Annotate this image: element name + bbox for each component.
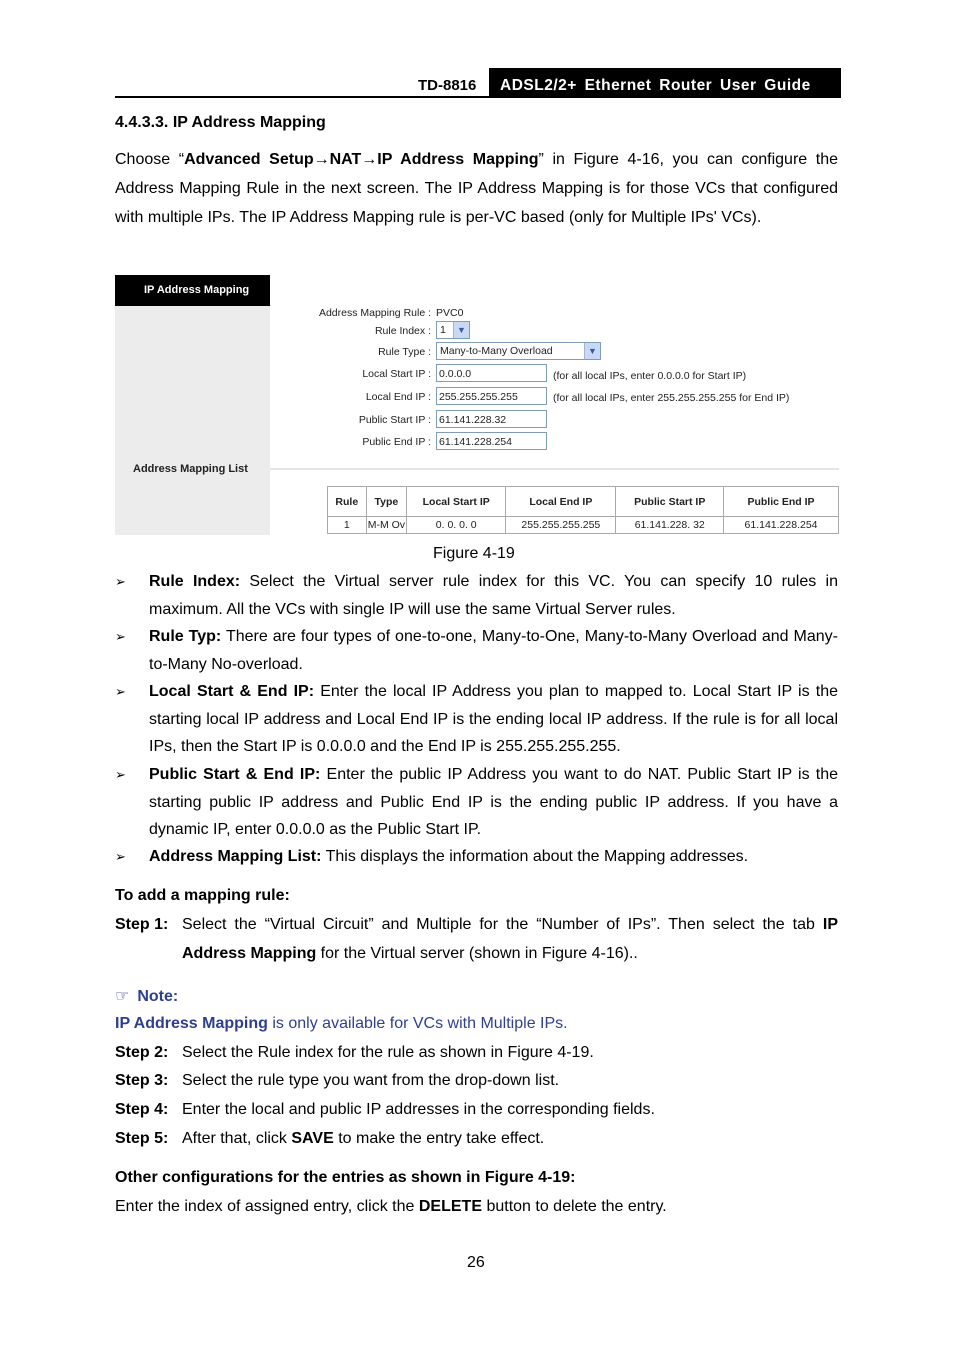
- header-title: ADSL2/2+ Ethernet Router User Guide: [500, 77, 811, 94]
- step-label: Step 5:: [115, 1130, 169, 1147]
- tab-ip-address-mapping[interactable]: IP Address Mapping: [115, 275, 270, 306]
- rule-index-value: 1: [440, 324, 446, 336]
- note-text: [115, 1015, 568, 1033]
- screenshot-sidebar: [115, 275, 270, 535]
- step-text: Select the “Virtual Circuit” and Multiple for the “Number of IPs”. Then select the tab: [182, 916, 823, 933]
- chevron-down-icon[interactable]: ▼: [584, 343, 600, 359]
- note-bold: IP Address Mapping: [115, 1015, 268, 1032]
- cell-type: M-M Ov: [366, 517, 407, 534]
- public-end-ip-input[interactable]: 61.141.228.254: [436, 432, 547, 450]
- arrow-bullet-icon: ➢: [115, 629, 126, 644]
- public-start-ip-input[interactable]: 61.141.228.32: [436, 410, 547, 428]
- bullet-rule-index: [115, 568, 838, 623]
- header-rule: [115, 96, 489, 98]
- table-row: [328, 517, 839, 534]
- step-label: Step 1:: [115, 916, 169, 933]
- step-3: [115, 1066, 838, 1095]
- col-public-start-ip: Public Start IP: [616, 487, 724, 517]
- table-header-row: [328, 487, 839, 517]
- pointing-hand-icon: ☞: [115, 988, 130, 1005]
- bullet-text: There are four types of one-to-one, Many-to-One, Many-to-Many Overload and Many-to-Many No-overload.: [149, 628, 839, 673]
- intro-text-1: Choose “: [115, 151, 185, 168]
- local-end-ip-input[interactable]: 255.255.255.255: [436, 387, 547, 405]
- step-text: Select the rule type you want from the drop-down list.: [182, 1072, 560, 1089]
- cell-rule: 1: [328, 517, 367, 534]
- intro-menu-path: Advanced Setup→NAT→IP Address Mapping: [184, 151, 539, 168]
- header-model: TD-8816: [418, 77, 477, 94]
- note-body: is only available for VCs with Multiple IPs.: [267, 1015, 568, 1032]
- col-local-start-ip: Local Start IP: [407, 487, 506, 517]
- bullet-local-ip: [115, 678, 838, 761]
- bullet-text: Enter the local IP Address you plan to mapped to. Local Start IP is the starting local IP address and Local End IP is the ending local IP address. If the rule is for all local IPs, then the Start IP is 0.0.0.0 and the End IP is 255.255.255.255.: [149, 683, 838, 755]
- step-1: [115, 910, 838, 968]
- step-text: Enter the local and public IP addresses in the corresponding fields.: [182, 1101, 655, 1118]
- col-public-end-ip: Public End IP: [724, 487, 839, 517]
- page-number: 26: [467, 1254, 485, 1271]
- mapping-rule-label: Address Mapping Rule :: [318, 307, 431, 319]
- ip-address-mapping-screenshot: [115, 275, 839, 535]
- cell-local-start-ip: 0. 0. 0. 0: [407, 517, 506, 534]
- note-heading: [115, 986, 178, 1006]
- step-text: Select the Rule index for the rule as shown in Figure 4-19.: [182, 1044, 594, 1061]
- section-divider: [270, 468, 839, 470]
- cell-public-end-ip: 61.141.228.254: [724, 517, 839, 534]
- bullet-term: Address Mapping List:: [149, 848, 322, 865]
- step-label: Step 3:: [115, 1072, 169, 1089]
- bullet-rule-type: [115, 623, 838, 678]
- other-config-text: [115, 1198, 667, 1216]
- bullet-text: Select the Virtual server rule index for this VC. You can specify 10 rules in maximum. All the VCs with single IP will use the same Virtual Server rules.: [149, 573, 839, 618]
- bullet-text: Enter the public IP Address you want to do NAT. Public Start IP is the starting public IP address and Public End IP is the ending public IP address. If you have a dynamic IP, enter 0.0.0.0 as the Public Start IP.: [149, 766, 838, 838]
- step-text-2: for the Virtual server (shown in Figure 4-16)..: [316, 945, 638, 962]
- bullet-term: Public Start & End IP:: [149, 766, 321, 783]
- rule-index-label: Rule Index :: [374, 325, 431, 337]
- address-mapping-table: [327, 486, 839, 534]
- local-end-ip-label: Local End IP :: [365, 391, 431, 403]
- bullet-term: Local Start & End IP:: [149, 683, 315, 700]
- local-start-ip-hint: (for all local IPs, enter 0.0.0.0 for Start IP): [553, 370, 747, 382]
- other-text-1: Enter the index of assigned entry, click the: [115, 1198, 419, 1215]
- intro-text-2: ” in Figure 4-16, you can configure the Address Mapping Rule in the next screen. The IP Address Mapping is for those VCs that configured with multiple IPs. The IP Address Mapping rule is per-VC based (only for Multiple IPs' VCs).: [115, 151, 839, 226]
- cell-local-end-ip: 255.255.255.255: [506, 517, 616, 534]
- figure-caption: Figure 4-19: [433, 545, 515, 562]
- step-label: Step 4:: [115, 1101, 169, 1118]
- arrow-bullet-icon: ➢: [115, 574, 126, 589]
- step-label: Step 2:: [115, 1044, 169, 1061]
- local-start-ip-input[interactable]: 0.0.0.0: [436, 364, 547, 382]
- other-config-heading: Other configurations for the entries as shown in Figure 4-19:: [115, 1169, 576, 1186]
- other-bold: DELETE: [418, 1198, 482, 1215]
- step-text-2: to make the entry take effect.: [333, 1130, 545, 1147]
- section-title: 4.4.3.3. IP Address Mapping: [115, 114, 326, 131]
- public-end-ip-label: Public End IP :: [362, 436, 431, 448]
- arrow-bullet-icon: ➢: [115, 849, 126, 864]
- address-mapping-list-label: Address Mapping List: [133, 463, 248, 475]
- step-bold: SAVE: [291, 1130, 334, 1147]
- step-bold: IP Address Mapping: [182, 916, 838, 962]
- public-start-ip-label: Public Start IP :: [358, 414, 431, 426]
- bullet-term: Rule Index:: [149, 573, 241, 590]
- chevron-down-icon[interactable]: ▼: [453, 322, 469, 338]
- col-type: Type: [366, 487, 407, 517]
- other-text-2: button to delete the entry.: [482, 1198, 667, 1215]
- step-5: [115, 1124, 838, 1153]
- bullet-text: This displays the information about the Mapping addresses.: [321, 848, 749, 865]
- note-label: Note:: [137, 988, 179, 1005]
- intro-paragraph: [115, 145, 838, 232]
- local-end-ip-hint: (for all local IPs, enter 255.255.255.255 for End IP): [553, 392, 790, 404]
- col-local-end-ip: Local End IP: [506, 487, 616, 517]
- mapping-rule-value: PVC0: [436, 307, 464, 319]
- bullet-mapping-list: [115, 843, 838, 871]
- bullet-term: Rule Typ:: [149, 628, 222, 645]
- step-text: After that, click: [182, 1130, 292, 1147]
- rule-type-label: Rule Type :: [378, 346, 431, 358]
- step-2: [115, 1038, 838, 1067]
- arrow-bullet-icon: ➢: [115, 684, 126, 699]
- rule-type-value: Many-to-Many Overload: [440, 345, 553, 357]
- arrow-bullet-icon: ➢: [115, 767, 126, 782]
- rule-type-select[interactable]: [436, 342, 601, 360]
- cell-public-start-ip: 61.141.228. 32: [616, 517, 724, 534]
- col-rule: Rule: [328, 487, 367, 517]
- rule-index-select[interactable]: [436, 321, 470, 339]
- step-4: [115, 1095, 838, 1124]
- bullet-public-ip: [115, 761, 838, 844]
- add-rule-heading: To add a mapping rule:: [115, 887, 290, 904]
- local-start-ip-label: Local Start IP :: [362, 368, 431, 380]
